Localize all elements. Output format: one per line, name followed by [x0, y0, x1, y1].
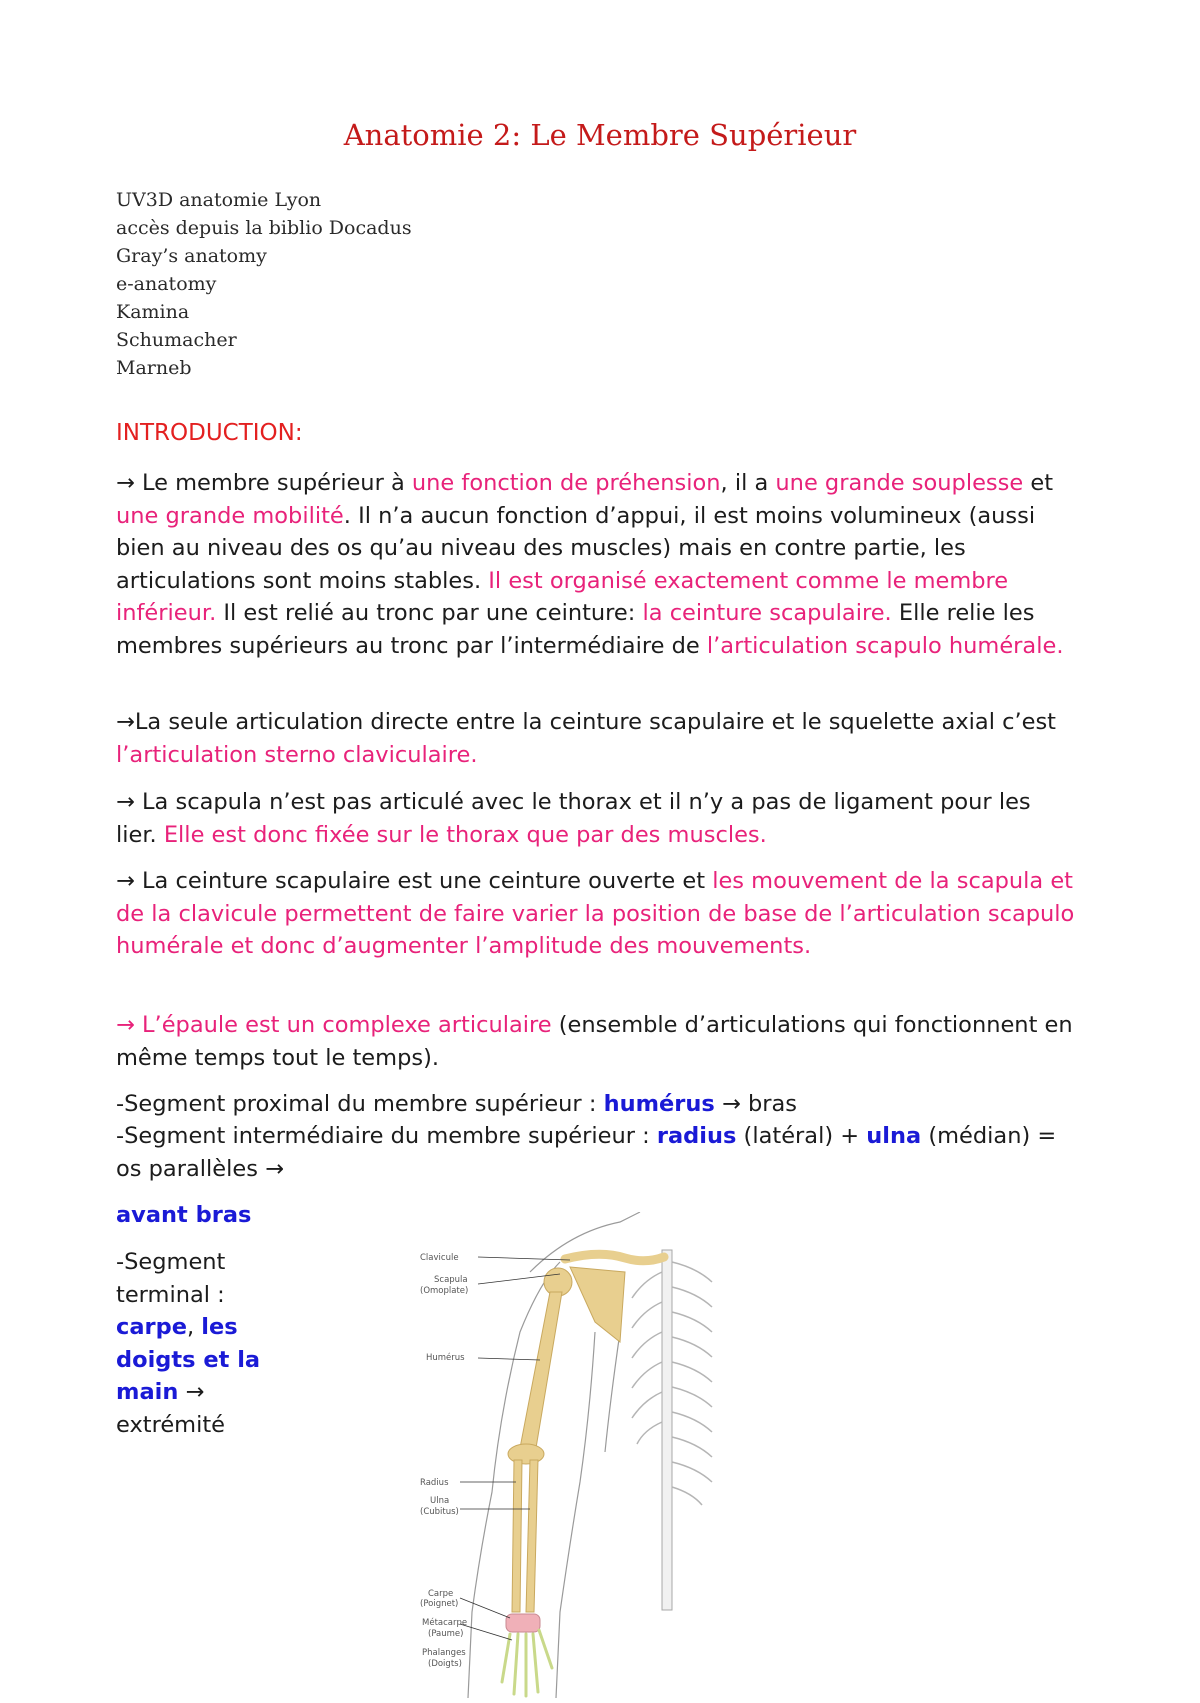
- radius-bone: [512, 1460, 522, 1612]
- keyword-avant-bras: [116, 1199, 286, 1232]
- highlight-text: l’articulation sterno claviculaire.: [116, 741, 478, 768]
- text-run: (latéral) +: [736, 1123, 867, 1149]
- reference-item: e-anatomy: [116, 273, 217, 295]
- reference-item: Kamina: [116, 301, 190, 323]
- text-run: ,: [186, 1314, 202, 1340]
- segment-proximal: [116, 1088, 1076, 1121]
- reference-item: Gray’s anatomy: [116, 245, 267, 267]
- elbow-joint: [508, 1444, 544, 1464]
- paragraph-3: [116, 786, 1076, 851]
- text-run: (médian) = os parallèles →: [116, 1123, 1057, 1182]
- segment-terminal: [116, 1246, 286, 1441]
- arm-skeleton-svg: [420, 1212, 950, 1698]
- hand-bones: [502, 1630, 552, 1696]
- paragraph-1: [116, 467, 1076, 662]
- label-doigts: (Doigts): [428, 1659, 462, 1669]
- label-omoplate: (Omoplate): [420, 1286, 469, 1296]
- rib-cage: [632, 1250, 712, 1610]
- section-heading-introduction: INTRODUCTION:: [116, 420, 303, 446]
- document-title: Anatomie 2: Le Membre Supérieur: [343, 118, 857, 152]
- torso-outline: [605, 1332, 620, 1452]
- text-run: →La seule articulation directe entre la ceinture scapulaire et le squelette axial c’est: [116, 709, 1057, 735]
- text-run: , il a: [720, 470, 776, 496]
- reference-list: [116, 186, 412, 382]
- neck-outline: [530, 1212, 640, 1272]
- label-humerus: Humérus: [426, 1353, 465, 1363]
- arm-skeleton-illustration: [420, 1212, 950, 1698]
- paragraph-5: [116, 1009, 1076, 1074]
- text-run: . Il n’a aucun fonction d’appui, il est moins volumineux (aussi bien au niveau des os qu’au niveau des muscles) mais en contre partie, les articulations sont moins stables.: [116, 502, 1036, 594]
- highlight-text: Elle est donc fixée sur le thorax que par des muscles.: [163, 821, 767, 848]
- humerus-bone: [520, 1292, 562, 1448]
- scapula-bone: [570, 1267, 625, 1342]
- text-run: → La ceinture scapulaire est une ceinture ouverte et: [116, 868, 713, 894]
- label-metacarpe: Métacarpe: [422, 1618, 468, 1628]
- label-cubitus: (Cubitus): [420, 1507, 459, 1517]
- arm-outline-inner: [556, 1332, 595, 1698]
- keyword-carpe: carpe: [116, 1314, 187, 1340]
- segment-intermediate: [116, 1120, 1076, 1185]
- keyword-ulna: ulna: [866, 1123, 922, 1149]
- highlight-text: une grande mobilité: [116, 502, 344, 529]
- text-run: → extrémité: [116, 1379, 226, 1438]
- paragraph-4: [116, 865, 1076, 963]
- reference-item: UV3D anatomie Lyon: [116, 189, 322, 211]
- text-run: Il est relié au tronc par une ceinture:: [216, 600, 643, 626]
- label-clavicule: Clavicule: [420, 1253, 459, 1263]
- text-run: → La scapula n’est pas articulé avec le thorax et il n’y a pas de ligament pour les lier.: [116, 789, 1031, 848]
- label-phalanges: Phalanges: [422, 1648, 466, 1658]
- keyword-main: les doigts et la main: [116, 1314, 261, 1405]
- highlight-text: les mouvement de la scapula et de la clavicule permettent de faire varier la position de base de l’articulation scapulo humérale et donc d’augmenter l’amplitude des mouvements.: [116, 868, 1075, 959]
- clavicle-bone: [565, 1254, 664, 1261]
- label-scapula: Scapula: [434, 1275, 468, 1285]
- reference-item: Marneb: [116, 357, 192, 379]
- keyword-radius: radius: [656, 1123, 737, 1149]
- label-carpe: Carpe: [428, 1589, 454, 1599]
- text-run: (ensemble d’articulations qui fonctionnent en même temps tout le temps).: [116, 1012, 1073, 1071]
- paragraph-2: [116, 706, 1076, 771]
- highlight-text: l’articulation scapulo humérale.: [706, 632, 1064, 659]
- label-radius: Radius: [420, 1478, 449, 1488]
- highlight-text: Il est organisé exactement comme le membre inférieur.: [116, 567, 1009, 626]
- text-run: -Segment proximal du membre supérieur :: [116, 1091, 604, 1117]
- text-run: Elle relie les membres supérieurs au tronc par l’intermédiaire de: [116, 600, 1035, 659]
- highlight-text: une fonction de préhension: [411, 470, 721, 496]
- highlight-text: → L’épaule est un complexe articulaire: [116, 1012, 552, 1038]
- reference-item: accès depuis la biblio Docadus: [116, 217, 412, 239]
- highlight-text: une grande souplesse: [775, 470, 1024, 496]
- text-run: -Segment terminal :: [116, 1249, 226, 1308]
- text-run: et: [1023, 470, 1054, 496]
- keyword-humerus: humérus: [603, 1091, 715, 1117]
- highlight-text: la ceinture scapulaire.: [642, 600, 892, 626]
- text-run: → bras: [714, 1091, 798, 1117]
- label-poignet: (Poignet): [420, 1599, 459, 1609]
- label-ulna: Ulna: [430, 1496, 450, 1506]
- reference-item: Schumacher: [116, 329, 237, 351]
- carpal-bones: [506, 1614, 540, 1632]
- text-run: -Segment intermédiaire du membre supérieur :: [116, 1123, 657, 1149]
- keyword-text: avant bras: [116, 1202, 252, 1228]
- ulna-bone: [526, 1460, 538, 1612]
- label-paume: (Paume): [428, 1629, 464, 1639]
- text-run: → Le membre supérieur à: [116, 470, 412, 496]
